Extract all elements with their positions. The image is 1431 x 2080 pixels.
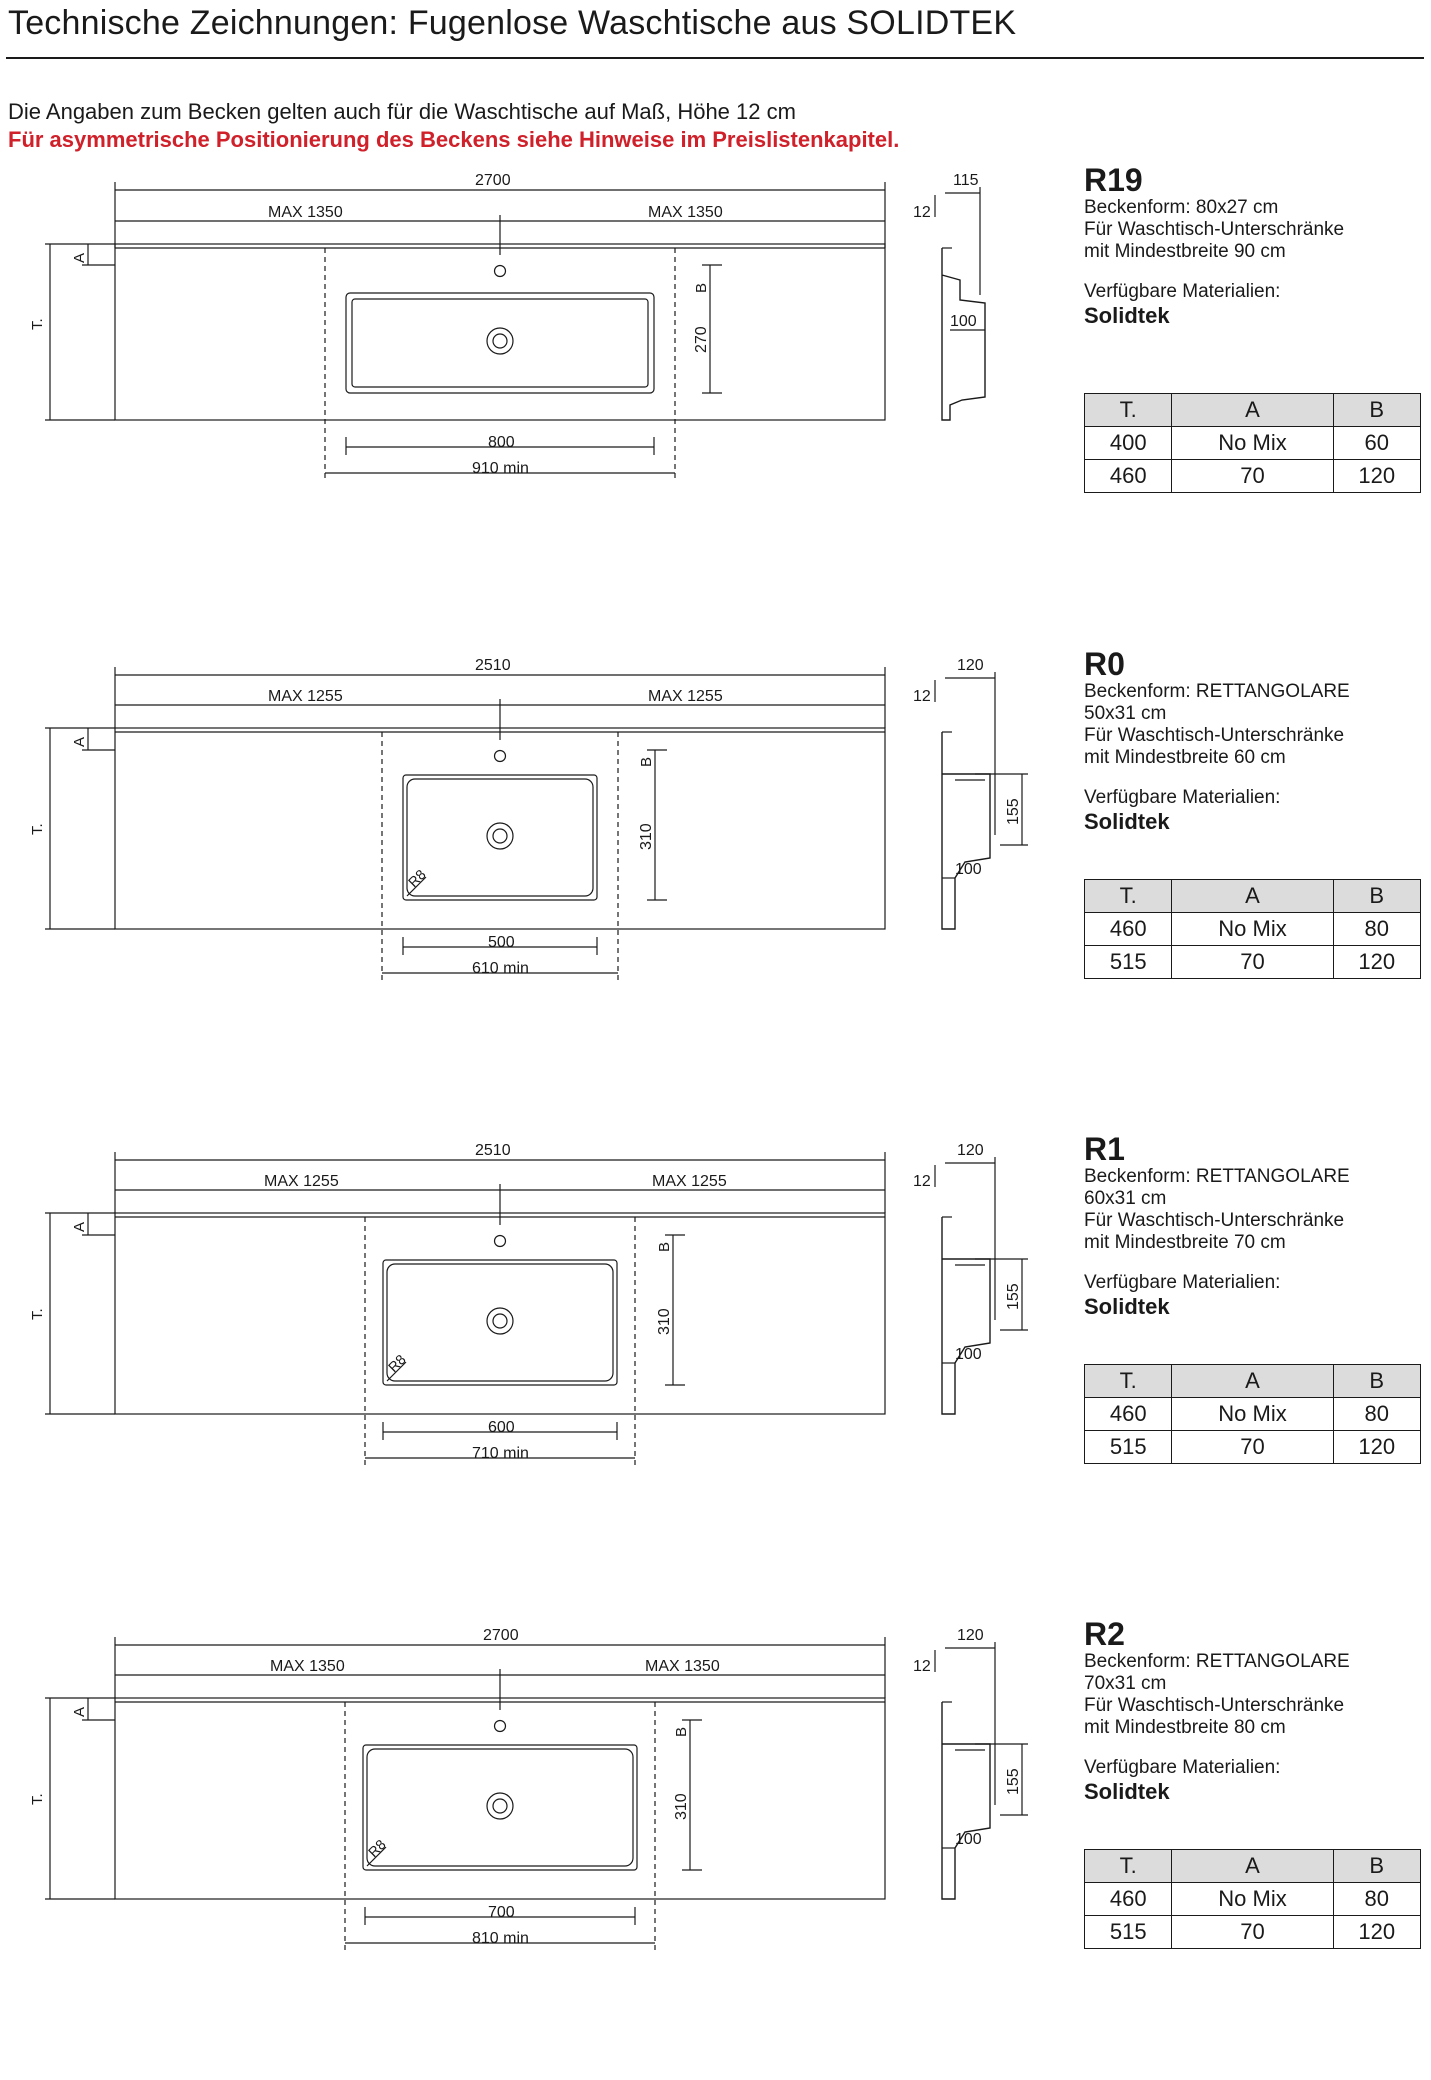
cell-t: 400 bbox=[1085, 427, 1172, 460]
basin-r1 bbox=[383, 1236, 617, 1386]
dim-basin-depth: 270 bbox=[693, 326, 710, 353]
dim-label-b: B bbox=[673, 1726, 690, 1737]
side-section bbox=[942, 732, 990, 929]
product-info-r19 bbox=[1084, 163, 1424, 327]
drawing-r1 bbox=[0, 1135, 1030, 1595]
product-description: Beckenform: 80x27 cm Für Waschtisch-Unterschränke mit Mindestbreite 90 cm bbox=[1084, 197, 1345, 262]
materials-label: Verfügbare Materialien: bbox=[1084, 281, 1281, 302]
cell-t: 515 bbox=[1085, 1916, 1172, 1949]
drawing-r2 bbox=[0, 1620, 1030, 2080]
cell-t: 460 bbox=[1085, 460, 1172, 493]
dim-radius: R8 bbox=[364, 1836, 389, 1861]
dim-side-drop: 100 bbox=[955, 1831, 982, 1848]
cell-a: No Mix bbox=[1172, 1398, 1333, 1431]
material-value: Solidtek bbox=[1084, 1779, 1170, 1804]
dim-thickness: 12 bbox=[913, 1173, 931, 1190]
dim-label-a: A bbox=[71, 252, 88, 263]
dimension-lines bbox=[45, 667, 1028, 973]
dim-side-depth: 115 bbox=[953, 172, 979, 189]
material-value: Solidtek bbox=[1084, 303, 1170, 328]
product-info-r2 bbox=[1084, 1617, 1424, 1803]
dim-label-t: T. bbox=[29, 318, 46, 330]
cell-t: 515 bbox=[1085, 1431, 1172, 1464]
dim-basin-width: 700 bbox=[488, 1904, 515, 1921]
cell-b: 80 bbox=[1333, 1883, 1420, 1916]
dim-side-drop: 100 bbox=[955, 1346, 982, 1363]
product-description: Beckenform: RETTANGOLARE 60x31 cm Für Waschtisch-Unterschränke mit Mindestbreite 70 cm bbox=[1084, 1166, 1350, 1253]
table-row bbox=[1085, 460, 1421, 493]
dim-cabinet-min: 610 min bbox=[472, 960, 529, 977]
dim-total: 2510 bbox=[475, 1142, 511, 1159]
spec-table-r2 bbox=[1084, 1849, 1421, 1949]
col-a: A bbox=[1172, 880, 1333, 913]
dim-half-left: MAX 1255 bbox=[264, 1173, 339, 1190]
intro-text bbox=[8, 98, 899, 154]
table-header-row bbox=[1085, 880, 1421, 913]
table-header-row bbox=[1085, 1850, 1421, 1883]
table-row bbox=[1085, 1431, 1421, 1464]
col-b: B bbox=[1333, 1850, 1420, 1883]
dim-half-right: MAX 1350 bbox=[645, 1658, 720, 1675]
dim-cabinet-min: 810 min bbox=[472, 1930, 529, 1947]
dim-basin-width: 800 bbox=[488, 434, 515, 451]
cell-t: 515 bbox=[1085, 946, 1172, 979]
dim-cabinet-min: 910 min bbox=[472, 460, 529, 477]
col-b: B bbox=[1333, 394, 1420, 427]
dim-side-height: 155 bbox=[1005, 798, 1022, 825]
dim-label-t: T. bbox=[29, 823, 46, 835]
dim-basin-depth: 310 bbox=[656, 1308, 673, 1335]
table-header-row bbox=[1085, 1365, 1421, 1398]
dim-half-left: MAX 1350 bbox=[268, 204, 343, 221]
col-a: A bbox=[1172, 394, 1333, 427]
dim-thickness: 12 bbox=[913, 204, 931, 221]
dim-side-depth: 120 bbox=[957, 1627, 984, 1644]
cell-b: 120 bbox=[1333, 1916, 1420, 1949]
cell-b: 80 bbox=[1333, 1398, 1420, 1431]
dim-side-drop: 100 bbox=[950, 313, 977, 330]
dim-radius: R8 bbox=[404, 866, 429, 891]
spec-table-r0 bbox=[1084, 879, 1421, 979]
cell-b: 60 bbox=[1333, 427, 1420, 460]
table-row bbox=[1085, 1883, 1421, 1916]
cell-a: 70 bbox=[1172, 946, 1333, 979]
col-t: T. bbox=[1085, 394, 1172, 427]
dim-basin-width: 500 bbox=[488, 934, 515, 951]
dim-cabinet-min: 710 min bbox=[472, 1445, 529, 1462]
dim-basin-width: 600 bbox=[488, 1419, 515, 1436]
dim-side-drop: 100 bbox=[955, 861, 982, 878]
dim-label-a: A bbox=[71, 736, 88, 747]
dim-label-b: B bbox=[638, 756, 655, 767]
product-code: R1 bbox=[1084, 1131, 1125, 1167]
basin-r19 bbox=[346, 266, 654, 394]
product-code: R2 bbox=[1084, 1616, 1125, 1652]
cell-a: 70 bbox=[1172, 1431, 1333, 1464]
materials-label: Verfügbare Materialien: bbox=[1084, 1757, 1281, 1778]
dim-thickness: 12 bbox=[913, 1658, 931, 1675]
dim-side-height: 155 bbox=[1005, 1768, 1022, 1795]
table-row bbox=[1085, 913, 1421, 946]
spec-table-r1 bbox=[1084, 1364, 1421, 1464]
dim-label-a: A bbox=[71, 1221, 88, 1232]
product-info-r1 bbox=[1084, 1132, 1424, 1318]
material-value: Solidtek bbox=[1084, 1294, 1170, 1319]
dim-thickness: 12 bbox=[913, 688, 931, 705]
dim-half-left: MAX 1350 bbox=[270, 1658, 345, 1675]
intro-line: Die Angaben zum Becken gelten auch für die Waschtische auf Maß, Höhe 12 cm bbox=[8, 99, 796, 124]
dim-basin-depth: 310 bbox=[638, 823, 655, 850]
material-value: Solidtek bbox=[1084, 809, 1170, 834]
dim-side-depth: 120 bbox=[957, 657, 984, 674]
cell-a: No Mix bbox=[1172, 1883, 1333, 1916]
dim-total: 2700 bbox=[475, 172, 511, 189]
col-t: T. bbox=[1085, 880, 1172, 913]
table-row bbox=[1085, 1398, 1421, 1431]
dimension-lines bbox=[45, 1152, 1028, 1458]
spec-table-r19 bbox=[1084, 393, 1421, 493]
side-section bbox=[942, 1217, 990, 1414]
col-t: T. bbox=[1085, 1850, 1172, 1883]
product-info-r0 bbox=[1084, 647, 1424, 833]
basin-r2 bbox=[363, 1721, 637, 1871]
materials-label: Verfügbare Materialien: bbox=[1084, 787, 1281, 808]
dim-half-right: MAX 1255 bbox=[652, 1173, 727, 1190]
dim-side-height: 155 bbox=[1005, 1283, 1022, 1310]
dim-total: 2510 bbox=[475, 657, 511, 674]
table-header-row bbox=[1085, 394, 1421, 427]
cell-t: 460 bbox=[1085, 1883, 1172, 1916]
dim-label-b: B bbox=[693, 282, 710, 293]
col-b: B bbox=[1333, 1365, 1420, 1398]
cell-t: 460 bbox=[1085, 913, 1172, 946]
product-code: R0 bbox=[1084, 646, 1125, 682]
side-section bbox=[942, 248, 985, 420]
table-row bbox=[1085, 427, 1421, 460]
side-section bbox=[942, 1702, 990, 1899]
col-t: T. bbox=[1085, 1365, 1172, 1398]
col-a: A bbox=[1172, 1850, 1333, 1883]
table-row bbox=[1085, 946, 1421, 979]
dim-half-right: MAX 1350 bbox=[648, 204, 723, 221]
dimension-lines bbox=[45, 1637, 1028, 1943]
cell-b: 120 bbox=[1333, 460, 1420, 493]
cell-b: 120 bbox=[1333, 1431, 1420, 1464]
cell-a: 70 bbox=[1172, 460, 1333, 493]
cell-b: 80 bbox=[1333, 913, 1420, 946]
dim-label-b: B bbox=[656, 1241, 673, 1252]
dim-half-right: MAX 1255 bbox=[648, 688, 723, 705]
dim-label-t: T. bbox=[29, 1793, 46, 1805]
materials-label: Verfügbare Materialien: bbox=[1084, 1272, 1281, 1293]
cell-b: 120 bbox=[1333, 946, 1420, 979]
table-row bbox=[1085, 1916, 1421, 1949]
product-description: Beckenform: RETTANGOLARE 70x31 cm Für Waschtisch-Unterschränke mit Mindestbreite 80 cm bbox=[1084, 1651, 1350, 1738]
cell-a: No Mix bbox=[1172, 427, 1333, 460]
col-b: B bbox=[1333, 880, 1420, 913]
dim-basin-depth: 310 bbox=[673, 1793, 690, 1820]
cell-a: No Mix bbox=[1172, 913, 1333, 946]
dim-radius: R8 bbox=[384, 1351, 409, 1376]
drawing-r19 bbox=[0, 165, 1030, 625]
dim-total: 2700 bbox=[483, 1627, 519, 1644]
dim-label-t: T. bbox=[29, 1308, 46, 1320]
drawing-r0 bbox=[0, 650, 1030, 1110]
basin-r0 bbox=[403, 751, 597, 901]
warning-line: Für asymmetrische Positionierung des Beckens siehe Hinweise im Preislistenkapitel. bbox=[8, 127, 900, 152]
cell-a: 70 bbox=[1172, 1916, 1333, 1949]
dim-label-a: A bbox=[71, 1706, 88, 1717]
col-a: A bbox=[1172, 1365, 1333, 1398]
page-title: Technische Zeichnungen: Fugenlose Waschtische aus SOLIDTEK bbox=[8, 4, 1017, 42]
title-divider bbox=[6, 57, 1424, 59]
product-code: R19 bbox=[1084, 162, 1143, 198]
cell-t: 460 bbox=[1085, 1398, 1172, 1431]
product-description: Beckenform: RETTANGOLARE 50x31 cm Für Waschtisch-Unterschränke mit Mindestbreite 60 cm bbox=[1084, 681, 1350, 768]
dim-side-depth: 120 bbox=[957, 1142, 984, 1159]
dimension-lines bbox=[45, 182, 980, 473]
dim-half-left: MAX 1255 bbox=[268, 688, 343, 705]
